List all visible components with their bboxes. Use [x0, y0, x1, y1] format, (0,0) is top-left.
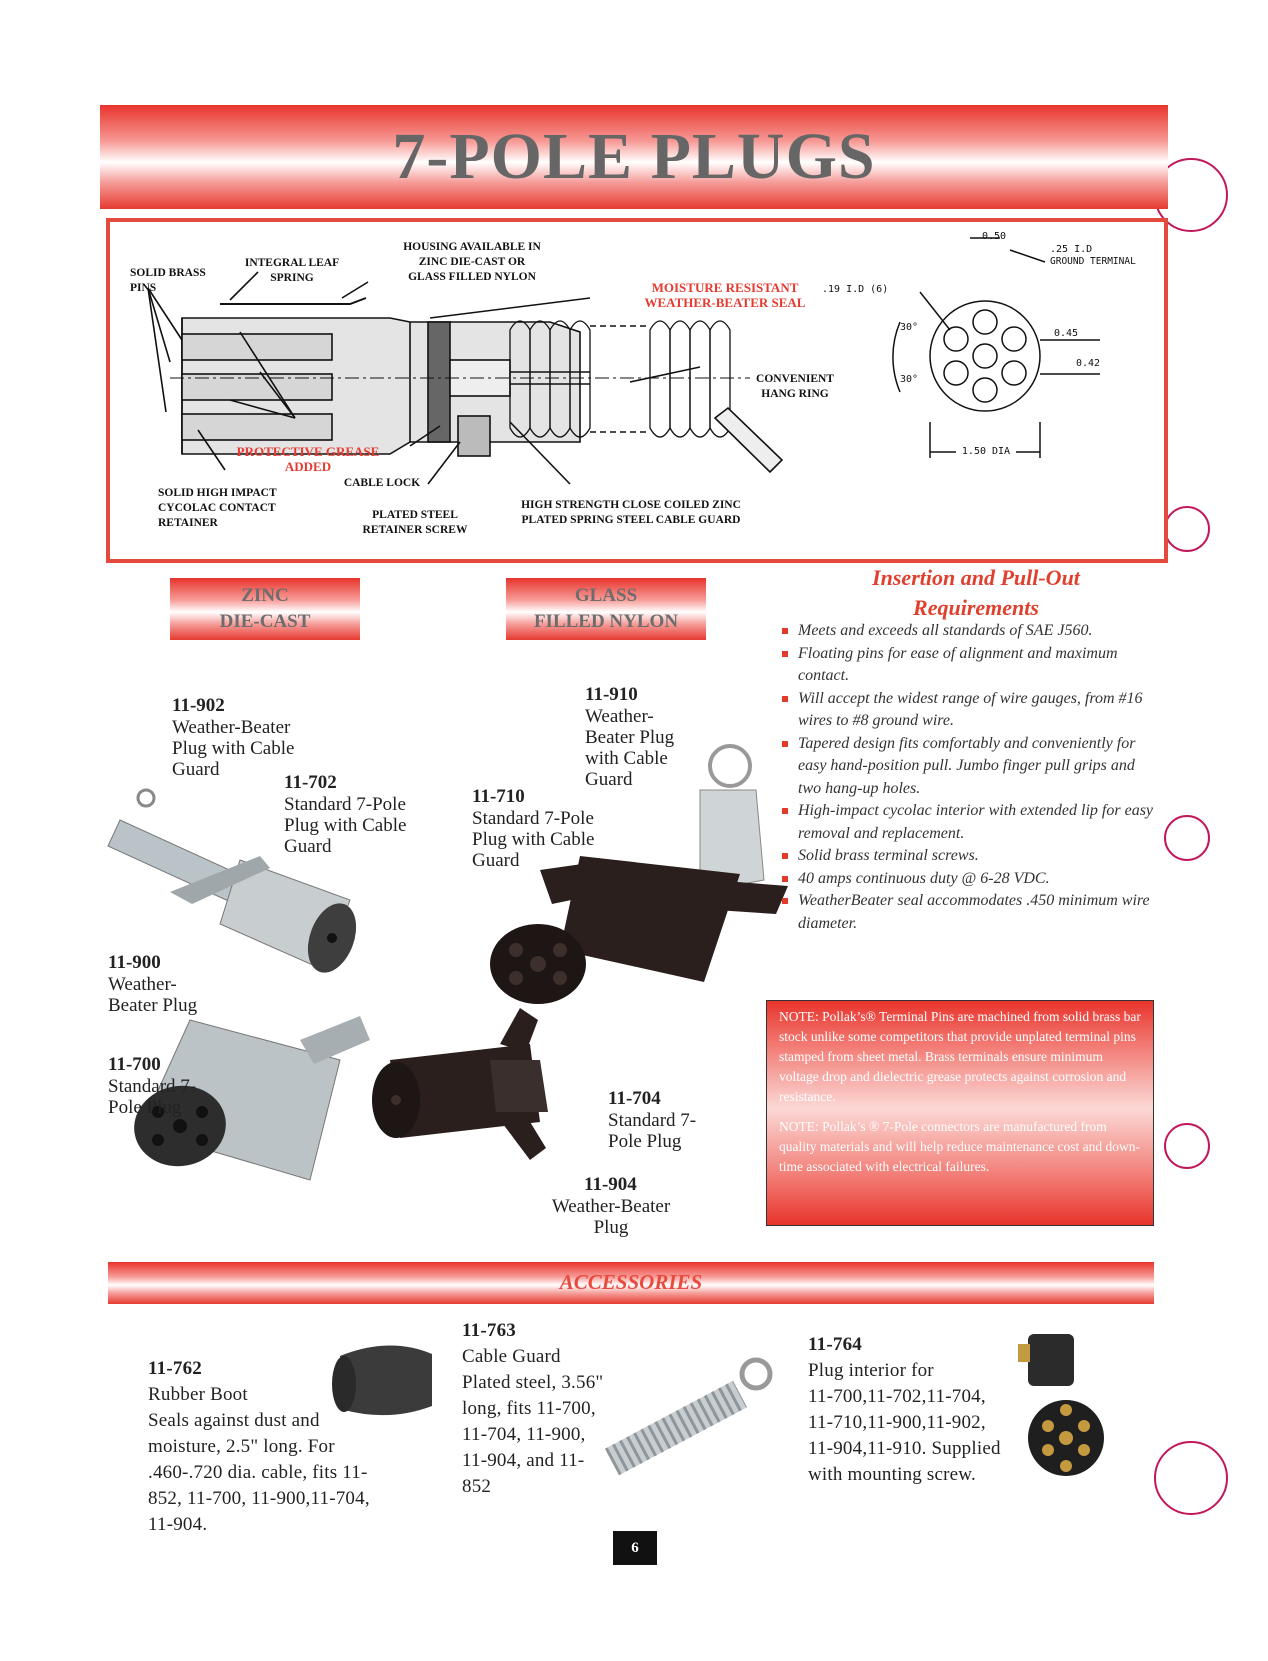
- label-housing: HOUSING AVAILABLE IN ZINC DIE-CAST OR GLASS FILLED NYLON: [403, 241, 541, 283]
- product-11-902: [172, 695, 317, 780]
- part-description: Weather-Beater Plug: [108, 974, 198, 1016]
- requirements-list: [780, 620, 1155, 935]
- binder-hole-2: [1164, 506, 1210, 552]
- requirements-title: Insertion and Pull-Out Requirements: [872, 565, 1080, 620]
- dim-angle-1: 30°: [900, 322, 919, 333]
- product-11-910: [585, 684, 695, 790]
- zinc-die-cast-label: [170, 578, 360, 640]
- accessories-title: ACCESSORIES: [559, 1270, 703, 1294]
- dim-ground-terminal: GROUND TERMINAL: [1050, 256, 1136, 267]
- part-number: 11-900: [108, 952, 161, 973]
- requirement-item: Tapered design fits comfortably and conveniently for easy hand-position pull. Jumbo finger pull grips and two hang-up holes.: [780, 733, 1155, 801]
- accessory-11-762: [148, 1356, 393, 1538]
- part-description: Weather-Beater Plug with Cable Guard: [585, 706, 675, 790]
- label-cable-guard: HIGH STRENGTH CLOSE COILED ZINC PLATED SPRING STEEL CABLE GUARD: [521, 499, 741, 526]
- plug-interior-image: [1018, 1334, 1104, 1476]
- requirement-item: WeatherBeater seal accommodates .450 minimum wire diameter.: [780, 890, 1155, 935]
- product-11-702: [284, 772, 434, 857]
- accessory-part-number: 11-764: [808, 1334, 862, 1355]
- dim-ground: .25 I.D: [1050, 244, 1093, 255]
- requirement-item: Will accept the widest range of wire gauges, from #16 wires to #8 ground wire.: [780, 688, 1155, 733]
- requirement-item: Floating pins for ease of alignment and maximum contact.: [780, 643, 1155, 688]
- cable-guard-image: [612, 1360, 770, 1462]
- accessory-11-764: [808, 1332, 1013, 1488]
- binder-hole-4: [1164, 1123, 1210, 1169]
- part-number: 11-910: [585, 684, 638, 705]
- nylon-plug: [372, 1008, 548, 1160]
- part-number: 11-702: [284, 772, 337, 793]
- accessory-description: Seals against dust and moisture, 2.5" long. For .460-.720 dia. cable, fits 11-852, 11-700, 11-900,11-704, 11-904.: [148, 1410, 370, 1535]
- part-description: Weather-Beater Plug with Cable Guard: [172, 717, 295, 780]
- part-description: Weather-Beater Plug: [551, 1196, 671, 1238]
- part-number: 11-710: [472, 786, 525, 807]
- part-description: Standard 7-Pole Plug with Cable Guard: [472, 808, 595, 871]
- dim-diameter: 1.50 DIA: [956, 444, 1016, 459]
- part-description: Standard 7-Pole Plug with Cable Guard: [284, 794, 407, 857]
- accessory-name: Cable Guard: [462, 1346, 561, 1367]
- title-banner: [100, 105, 1168, 209]
- glass-filled-nylon-label: [506, 578, 706, 640]
- label-contact-retainer: SOLID HIGH IMPACT CYCOLAC CONTACT RETAINER: [158, 487, 277, 529]
- accessory-part-number: 11-762: [148, 1358, 202, 1379]
- note-quality: NOTE: Pollak’s ® 7-Pole connectors are manufactured from quality materials and will help reduce maintenance cost and down-time associated with electrical failures.: [779, 1119, 1140, 1174]
- dim-holes: .19 I.D (6): [822, 284, 889, 295]
- dim-042: 0.42: [1076, 358, 1101, 369]
- nylon-line-1: GLASS: [574, 585, 638, 606]
- dim-050: 0.50: [981, 231, 1007, 242]
- zinc-line-1: ZINC: [241, 585, 289, 606]
- note-terminal-pins: NOTE: Pollak’s® Terminal Pins are machined from solid brass bar stock unlike some competitors that provide unplated terminal pins stamped from sheet metal. Brass terminals ensure minimum voltage drop and dielectric grease protects against corrosion and resistance.: [779, 1009, 1141, 1104]
- product-11-710: [472, 786, 617, 871]
- dim-angle-2: 30°: [900, 374, 919, 385]
- label-hang-ring: CONVENIENT HANG RING: [756, 373, 834, 400]
- requirement-item: Meets and exceeds all standards of SAE J560.: [780, 620, 1155, 643]
- part-description: Standard 7-Pole Plug: [608, 1110, 697, 1152]
- binder-hole-3: [1164, 815, 1210, 861]
- label-integral-leaf-spring: INTEGRAL LEAF SPRING: [244, 257, 340, 284]
- label-solid-brass-pins: SOLID BRASS PINS: [130, 267, 206, 294]
- cross-section-diagram: [106, 218, 1168, 563]
- accessory-description: Plated steel, 3.56" long, fits 11-700, 11-704, 11-900, 11-904, and 11-852: [462, 1372, 604, 1497]
- product-11-904: [546, 1174, 676, 1238]
- label-protective-grease: PROTECTIVE GREASE ADDED: [236, 444, 380, 474]
- product-11-700: [108, 1054, 213, 1118]
- part-number: 11-904: [584, 1174, 637, 1195]
- accessory-name: Plug interior for: [808, 1360, 934, 1381]
- notes-box: [766, 1000, 1154, 1226]
- page-title: 7-POLE PLUGS: [392, 120, 876, 193]
- label-retainer-screw: PLATED STEEL RETAINER SCREW: [362, 509, 468, 536]
- requirement-item: Solid brass terminal screws.: [780, 845, 1155, 868]
- product-11-900: [108, 952, 213, 1016]
- accessory-part-number: 11-763: [462, 1320, 516, 1341]
- nylon-line-2: FILLED NYLON: [533, 611, 679, 632]
- accessory-11-763: [462, 1318, 612, 1500]
- part-number: 11-704: [608, 1088, 661, 1109]
- page-number: 6: [613, 1531, 657, 1565]
- label-moisture-seal: MOISTURE RESISTANT WEATHER-BEATER SEAL: [644, 280, 806, 310]
- accessories-banner: [108, 1262, 1154, 1304]
- accessory-description: 11-700,11-702,11-704, 11-710,11-900,11-902, 11-904,11-910. Supplied with mounting screw.: [808, 1386, 1001, 1485]
- zinc-line-2: DIE-CAST: [219, 611, 311, 632]
- requirement-item: 40 amps continuous duty @ 6-28 VDC.: [780, 868, 1155, 891]
- accessory-name: Rubber Boot: [148, 1384, 248, 1405]
- requirement-item: High-impact cycolac interior with extended lip for easy removal and replacement.: [780, 800, 1155, 845]
- part-number: 11-700: [108, 1054, 161, 1075]
- product-11-704: [608, 1088, 718, 1152]
- part-number: 11-902: [172, 695, 225, 716]
- label-cable-lock: CABLE LOCK: [343, 477, 421, 489]
- dim-045: 0.45: [1054, 328, 1079, 339]
- part-description: Standard 7-Pole Plug: [108, 1076, 197, 1118]
